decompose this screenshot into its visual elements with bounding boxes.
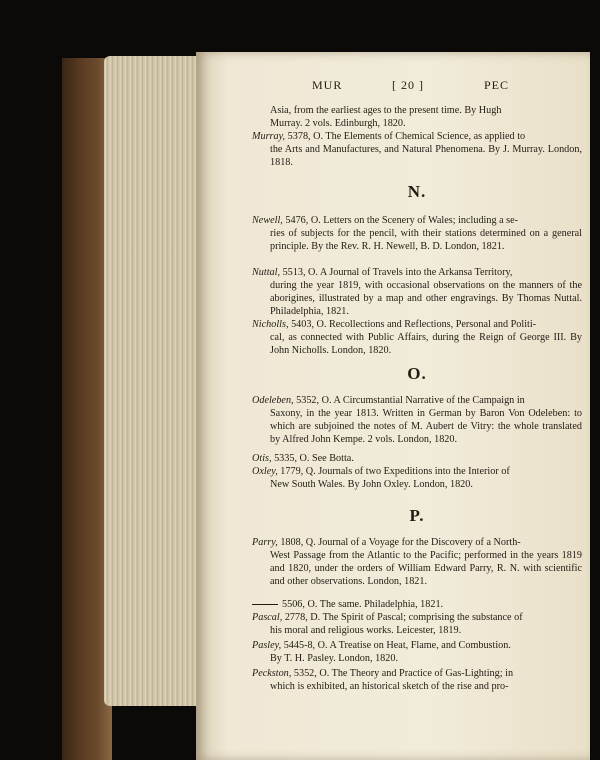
- entry-author: Murray,: [252, 131, 286, 142]
- entry-author: Nicholls,: [252, 319, 289, 330]
- catalog-entry: Nicholls, 5403, O. Recollections and Reflections, Personal and Politi- cal, as connected with Public Affairs, during the Reign of George III. By John Nicholls. London, 1820.: [252, 319, 582, 356]
- entry-author: Peckston,: [252, 668, 292, 679]
- catalog-entry: Murray, 5378, O. The Elements of Chemical Science, as applied to the Arts and Manufactures, and Natural Phenomena. By J. Murray. London, 1818.: [252, 131, 582, 168]
- catalog-entry: Nuttal, 5513, O. A Journal of Travels into the Arkansa Territory, during the year 1819, with occasional observations on the manners of the aborigines, illustrated by a map and other engravings. By Thomas Nuttal. Philadelphia, 1821.: [252, 267, 582, 317]
- catalog-entry: Newell, 5476, O. Letters on the Scenery of Wales; including a se- ries of subjects for the pencil, with their stations determined on a general principle. By the Rev. R. H. Newell, B. D. London, 1821.: [252, 215, 582, 252]
- entry-author: Pasley,: [252, 640, 282, 651]
- entry-author: Pascal,: [252, 612, 283, 623]
- catalog-entry: Asia, from the earliest ages to the present time. By Hugh Murray. 2 vols. Edinburgh, 1820.: [270, 105, 502, 129]
- entry-author: Parry,: [252, 537, 278, 548]
- entry-author: Otis,: [252, 453, 272, 464]
- section-letter-n: N.: [407, 182, 427, 201]
- section-letter-o: O.: [407, 364, 427, 383]
- catalog-entry: Odeleben, 5352, O. A Circumstantial Narrative of the Campaign in Saxony, in the year 1813. Written in German by Baron Von Odeleben: to which are subjoined the notes of M. Aubert de Vitry: the whole translated by Alfred John Kempe. 2 vols. London, 1820.: [252, 395, 582, 445]
- book-page: [196, 52, 590, 760]
- entry-author: Nuttal,: [252, 267, 281, 278]
- running-head-right: PEC: [484, 78, 510, 92]
- entry-author: Odeleben,: [252, 395, 294, 406]
- catalog-entry: Peckston, 5352, O. The Theory and Practice of Gas-Lighting; in which is exhibited, an historical sketch of the rise and pro-: [252, 668, 514, 692]
- running-head-left: MUR: [312, 78, 343, 92]
- page-stack-edge: [104, 56, 200, 706]
- catalog-entry: Oxley, 1779, Q. Journals of two Expeditions into the Interior of New South Wales. By John Oxley. London, 1820.: [252, 466, 510, 490]
- section-letter-p: P.: [409, 506, 425, 525]
- running-head: [196, 78, 590, 94]
- page-number: [ 20 ]: [392, 78, 424, 92]
- catalog-entry: Parry, 1808, Q. Journal of a Voyage for the Discovery of a North- West Passage from the Atlantic to the Pacific; performed in the years 1819 and 1820, under the orders of William Edward Parry, R. N. with scientific and other observations. London, 1821.: [252, 537, 582, 587]
- entry-author: Newell,: [252, 215, 283, 226]
- catalog-entry: 5506, O. The same. Philadelphia, 1821.: [252, 598, 582, 611]
- catalog-entry: Pasley, 5445-8, O. A Treatise on Heat, Flame, and Combustion. By T. H. Pasley. London, 1820.: [252, 640, 511, 664]
- catalog-entry: Otis, 5335, O. See Botta.: [252, 453, 354, 464]
- catalog-entry: Pascal, 2778, D. The Spirit of Pascal; comprising the substance of his moral and religious works. Leicester, 1819.: [252, 612, 523, 636]
- entry-author: Oxley,: [252, 466, 278, 477]
- ditto-dash: [252, 604, 278, 605]
